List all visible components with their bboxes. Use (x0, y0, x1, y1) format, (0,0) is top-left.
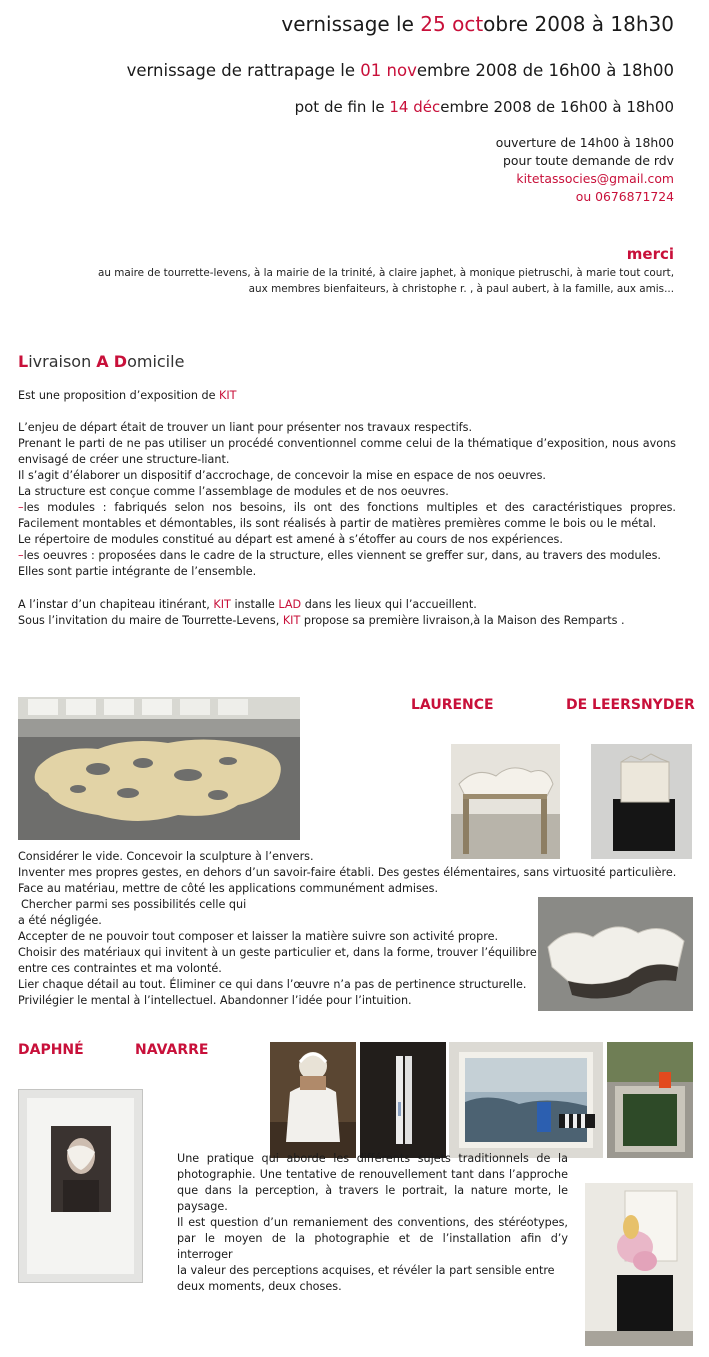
dash: – (18, 501, 24, 514)
opening-hours: ouverture de 14h00 à 18h00 (495, 135, 674, 150)
intro-text: Est une proposition d’exposition de (18, 389, 220, 402)
paragraph: L’enjeu de départ était de trouver un liant pour présenter nos travaux respectifs. (18, 421, 472, 434)
statement-paragraph: la valeur des perceptions acquises, et révéler la part sensible entre deux moments, deux choses. (177, 1264, 555, 1293)
photo-still-life-tubes (360, 1042, 446, 1158)
photo-flower-installation (585, 1183, 693, 1346)
still-life-tubes-image (360, 1042, 446, 1158)
artist-first-name: DAPHNÉ (18, 1042, 84, 1058)
lad-highlight: LAD (278, 598, 302, 611)
date-label: vernissage de rattrapage le (126, 61, 361, 80)
statement-line: a été négligée. (18, 914, 102, 927)
paragraph-text: les modules : fabriqués selon nos besoins, ils ont des fonctions multiples et des caractéristiques propres. Facilement montables et démontables, ils sont réalisés à partir de matières premières comme le bois ou le métal. (18, 501, 676, 530)
framed-portrait-image (19, 1090, 143, 1283)
email-link[interactable]: kitetassocies@gmail.com (516, 171, 674, 186)
photo-seascape-cleaning (449, 1042, 603, 1158)
rattrapage-date (127, 61, 674, 80)
artist-first-name: LAURENCE (411, 697, 494, 713)
text: installe (230, 598, 279, 611)
date-rest: obre 2008 à 18h30 (483, 12, 674, 36)
vernissage-date (281, 12, 674, 36)
title-initial: A (96, 352, 109, 371)
artist-last-name: NAVARRE (135, 1042, 209, 1058)
date-rest: embre 2008 de 16h00 à 18h00 (416, 61, 674, 80)
lad-intro (18, 388, 676, 404)
date-month-highlight: nov (386, 61, 417, 80)
paragraph: Le répertoire de modules constitué au départ est amené à s’étoffer au cours de nos expériences. (18, 533, 563, 546)
paragraph: Prenant le parti de ne pas utiliser un procédé conventionnel comme celui de la thématique d’exposition, nous avons envisagé de créer une structure-liant. (18, 437, 676, 466)
statement-line: Lier chaque détail au tout. Éliminer ce qui dans l’œuvre n’a pas de pertinence structurelle. (18, 978, 527, 991)
table-sculpture-image (451, 744, 560, 859)
statement-line: Face au matériau, mettre de côté les applications communément admises. (18, 882, 439, 895)
photo-floor-sculpture (18, 697, 300, 840)
seascape-cleaning-image (449, 1042, 603, 1158)
text: propose sa première livraison,à la Maison des Remparts . (300, 614, 625, 627)
kit-highlight: KIT (213, 598, 231, 611)
text: A l’instar d’un chapiteau itinérant, (18, 598, 214, 611)
lad-closing (18, 597, 676, 629)
text: Sous l’invitation du maire de Tourrette-Levens, (18, 614, 283, 627)
statement-line: Choisir des matériaux qui invitent à un geste particulier et, dans la forme, trouver l’équilibre (18, 946, 537, 959)
wave-sculpture-image (538, 897, 693, 1011)
rdv-note: pour toute demande de rdv (503, 153, 674, 168)
statement-line: Considérer le vide. Concevoir la sculpture à l’envers. (18, 850, 314, 863)
lad-description (18, 420, 676, 580)
statement-line: Inventer mes propres gestes, en dehors d’un savoir-faire établi. Des gestes élémentaires, sans virtuosité particulière. (18, 866, 677, 879)
title-part: ivraison (28, 352, 97, 371)
date-day: 14 (389, 98, 409, 116)
title-initial: D (113, 352, 128, 371)
date-day: 25 (420, 12, 446, 36)
date-label: vernissage le (281, 12, 421, 36)
paragraph: La structure est conçue comme l’assemblage de modules et de nos oeuvres. (18, 485, 449, 498)
paragraph: Il s’agit d’élaborer un dispositif d’accrochage, de concevoir la mise en espace de nos oeuvres. (18, 469, 546, 482)
title-part: omicile (127, 352, 185, 371)
photo-garden-tank (607, 1042, 693, 1158)
flower-installation-image (585, 1183, 693, 1346)
photo-table-sculpture (451, 744, 560, 859)
statement-paragraph: Il est question d’un remaniement des conventions, des stéréotypes, par le moyen de la photographie et de l’installation afin d’y interroger (177, 1216, 568, 1261)
paragraph: Elles sont partie intégrante de l’ensemble. (18, 565, 257, 578)
photo-wave-sculpture (538, 897, 693, 1011)
cube-sculpture-image (591, 744, 692, 859)
statement-line: Privilégier le mental à l’intellectuel. Abandonner l’idée pour l’intuition. (18, 994, 412, 1007)
paragraph-oeuvres (18, 548, 676, 564)
statement-line: Accepter de ne pouvoir tout composer et laisser la matière suivre son activité propre. (18, 930, 499, 943)
date-rest: embre 2008 de 16h00 à 18h00 (440, 98, 674, 116)
merci-text (34, 265, 674, 297)
photo-cube-sculpture (591, 744, 692, 859)
woman-back-image (270, 1042, 356, 1158)
paragraph-text: les oeuvres : proposées dans le cadre de la structure, elles viennent se greffer sur, dans, au travers des modules. (23, 549, 661, 562)
phone-number: ou 0676871724 (575, 189, 674, 204)
photo-framed-portrait (18, 1089, 143, 1283)
dash: – (18, 549, 24, 562)
merci-line: au maire de tourrette-levens, à la mairie de la trinité, à claire japhet, à monique pietruschi, à marie tout court, (98, 267, 674, 279)
statement-line: Chercher parmi ses possibilités celle qui (21, 898, 247, 911)
paragraph (18, 613, 676, 629)
contact-info (496, 134, 674, 206)
statement-paragraph: Une pratique qui aborde les différents sujets traditionnels de la photographie. Une tentative de renouvellement tant dans l’approche que dans la perception, à travers le portrait, la nature morte, le paysage. (177, 1152, 568, 1213)
artist-last-name: DE LEERSNYDER (566, 697, 695, 713)
garden-tank-image (607, 1042, 693, 1158)
section-title-lad (18, 352, 184, 371)
pot-de-fin-date (295, 98, 674, 116)
date-label: pot de fin le (294, 98, 390, 116)
merci-title: merci (626, 245, 674, 263)
paragraph (18, 597, 676, 613)
photo-woman-back (270, 1042, 356, 1158)
date-month-highlight: oct (452, 12, 484, 36)
date-day: 01 (360, 61, 382, 80)
floor-sculpture-image (18, 697, 300, 840)
statement-line: entre ces contraintes et ma volonté. (18, 962, 222, 975)
title-initial: L (18, 352, 29, 371)
kit-highlight: KIT (219, 389, 237, 402)
date-month-highlight: déc (413, 98, 441, 116)
daphne-statement (177, 1151, 568, 1295)
text: dans les lieux qui l’accueillent. (301, 598, 477, 611)
paragraph-modules (18, 500, 676, 532)
kit-highlight: KIT (282, 614, 301, 627)
merci-line: aux membres bienfaiteurs, à christophe r. , à paul aubert, à la famille, aux amis... (248, 283, 674, 295)
